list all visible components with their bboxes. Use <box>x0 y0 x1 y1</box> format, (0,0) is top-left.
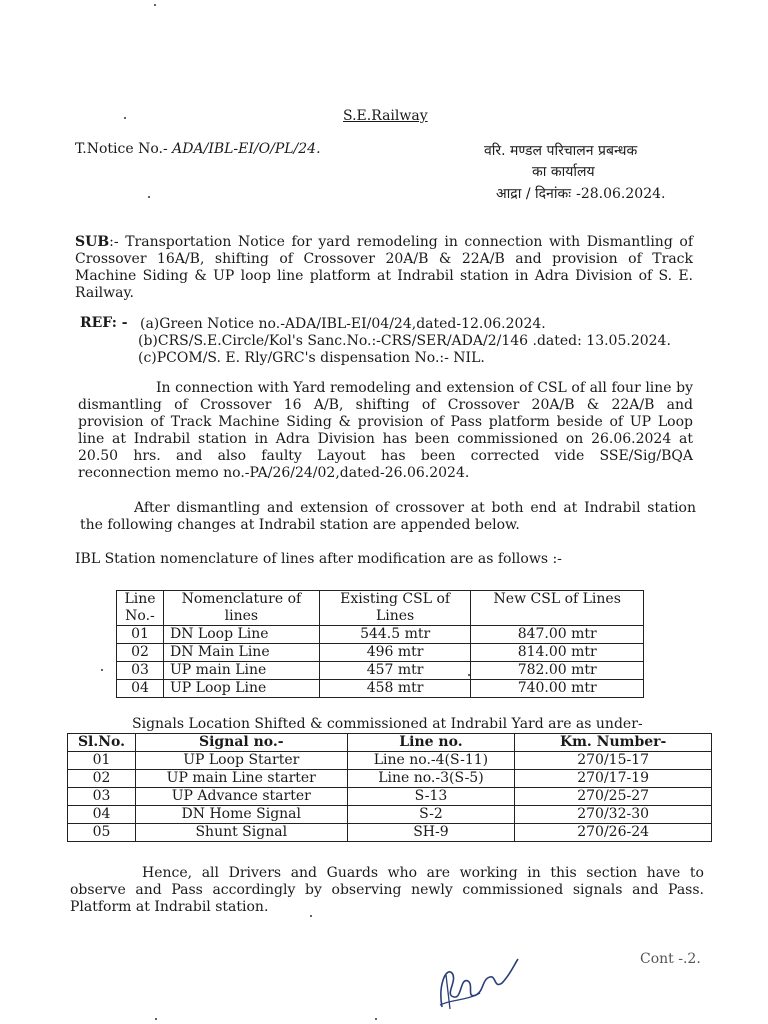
header-existing-csl: Existing CSL of Lines <box>319 591 471 626</box>
signature <box>432 955 522 1017</box>
signature-scribble <box>432 955 522 1017</box>
signals-table <box>67 733 712 842</box>
header-signal-no: Signal no.- <box>135 734 347 752</box>
scan-speck <box>148 196 150 198</box>
cell-signal-no: DN Home Signal <box>135 806 347 824</box>
cell-sl-no: 04 <box>68 806 136 824</box>
cell-nomenclature: UP Loop Line <box>163 680 319 698</box>
header-km-number: Km. Number- <box>515 734 712 752</box>
cell-existing-csl: 458 mtr <box>319 680 471 698</box>
ref-item-c: (c)PCOM/S. E. Rly/GRC's dispensation No.:- NIL. <box>138 350 485 366</box>
scan-speck <box>375 1018 377 1020</box>
signals-table-heading: Signals Location Shifted & commissioned at Indrabil Yard are as under- <box>132 716 643 732</box>
lines-table <box>116 590 644 698</box>
header-line-no: Line No.- <box>117 591 164 626</box>
cell-km-number: 270/15-17 <box>515 752 712 770</box>
subject-label: SUB <box>75 234 110 250</box>
scan-speck <box>155 1018 157 1020</box>
cell-line-no: S-2 <box>347 806 515 824</box>
cell-line-no: Line no.-3(S-5) <box>347 770 515 788</box>
header-sl-no: Sl.No. <box>68 734 136 752</box>
table-row <box>117 626 644 644</box>
header-line-no: Line no. <box>347 734 515 752</box>
cell-signal-no: UP Loop Starter <box>135 752 347 770</box>
subject-block: SUB:- Transportation Notice for yard remodeling in connection with Dismantling of Crossover 16A/B, shifting of Crossover 20A/B & 22A/B and provision of Track Machine Siding & UP loop line platform at Indrabil station in Adra Division of S. E. Railway. <box>75 234 693 301</box>
notice-number: T.Notice No.- ADA/IBL-EI/O/PL/24. <box>75 141 321 157</box>
header-nomenclature: Nomenclature of lines <box>163 591 319 626</box>
cell-new-csl: 782.00 mtr <box>471 662 644 680</box>
cell-signal-no: UP Advance starter <box>135 788 347 806</box>
cell-new-csl: 847.00 mtr <box>471 626 644 644</box>
signals-table-header <box>68 734 712 752</box>
cell-km-number: 270/32-30 <box>515 806 712 824</box>
lines-table-header <box>117 591 644 626</box>
hindi-office-line-1: वरि. मण्डल परिचालन प्रबन्धक <box>484 143 638 159</box>
cell-signal-no: UP main Line starter <box>135 770 347 788</box>
table-row <box>68 806 712 824</box>
cell-existing-csl: 496 mtr <box>319 644 471 662</box>
notice-date: आद्रा / दिनांकः -28.06.2024. <box>496 186 666 202</box>
scan-speck <box>124 117 126 119</box>
header-new-csl: New CSL of Lines <box>471 591 644 626</box>
cell-line-no: S-13 <box>347 788 515 806</box>
cell-line-no: Line no.-4(S-11) <box>347 752 515 770</box>
hindi-office-line-2: का कार्यालय <box>532 164 595 180</box>
paragraph-changes: After dismantling and extension of crossover at both end at Indrabil station the following changes at Indrabil station are appended below. <box>80 500 696 533</box>
scan-speck <box>101 669 103 671</box>
table-row <box>68 824 712 842</box>
org-name: S.E.Railway <box>343 108 428 124</box>
paragraph-commissioning: In connection with Yard remodeling and extension of CSL of all four line by dismantling of Crossover 16 A/B, shifting of Crossover 20A/B & 22A/B and provision of Track Machine Siding & provision of Pass platform beside of UP Loop line at Indrabil station in Adra Division has been commissioned on 26.06.2024 at 20.50 hrs. and also faulty Layout has been corrected vide SSE/Sig/BQA reconnection memo no.-PA/26/24/02,dated-26.06.2024. <box>78 380 693 481</box>
cell-line-no: 01 <box>117 626 164 644</box>
cell-nomenclature: UP main Line <box>163 662 319 680</box>
continuation-note: Cont -.2. <box>640 951 701 967</box>
paragraph-instructions: Hence, all Drivers and Guards who are working in this section have to observe and Pass accordingly by observing newly commissioned signals and Pass. Platform at Indrabil station. <box>70 865 704 915</box>
scan-speck <box>154 4 156 6</box>
cell-existing-csl: 544.5 mtr <box>319 626 471 644</box>
cell-sl-no: 01 <box>68 752 136 770</box>
cell-sl-no: 05 <box>68 824 136 842</box>
table-row <box>117 680 644 698</box>
cell-nomenclature: DN Loop Line <box>163 626 319 644</box>
ref-label: REF: - <box>80 315 128 331</box>
ref-item-a: (a)Green Notice no.-ADA/IBL-EI/04/24,dated-12.06.2024. <box>140 316 546 332</box>
cell-line-no: 02 <box>117 644 164 662</box>
cell-km-number: 270/25-27 <box>515 788 712 806</box>
cell-line-no: 03 <box>117 662 164 680</box>
cell-km-number: 270/17-19 <box>515 770 712 788</box>
cell-sl-no: 03 <box>68 788 136 806</box>
scan-speck <box>468 674 470 676</box>
cell-new-csl: 740.00 mtr <box>471 680 644 698</box>
cell-nomenclature: DN Main Line <box>163 644 319 662</box>
cell-sl-no: 02 <box>68 770 136 788</box>
ref-item-b: (b)CRS/S.E.Circle/Kol's Sanc.No.:-CRS/SER/ADA/2/146 .dated: 13.05.2024. <box>138 333 671 349</box>
table-row <box>68 752 712 770</box>
lines-table-heading: IBL Station nomenclature of lines after modification are as follows :- <box>75 551 562 567</box>
table-row <box>117 644 644 662</box>
table-row <box>68 770 712 788</box>
table-row <box>117 662 644 680</box>
cell-signal-no: Shunt Signal <box>135 824 347 842</box>
cell-line-no: 04 <box>117 680 164 698</box>
cell-km-number: 270/26-24 <box>515 824 712 842</box>
table-row <box>68 788 712 806</box>
scan-speck <box>310 915 312 917</box>
cell-existing-csl: 457 mtr <box>319 662 471 680</box>
cell-new-csl: 814.00 mtr <box>471 644 644 662</box>
cell-line-no: SH-9 <box>347 824 515 842</box>
